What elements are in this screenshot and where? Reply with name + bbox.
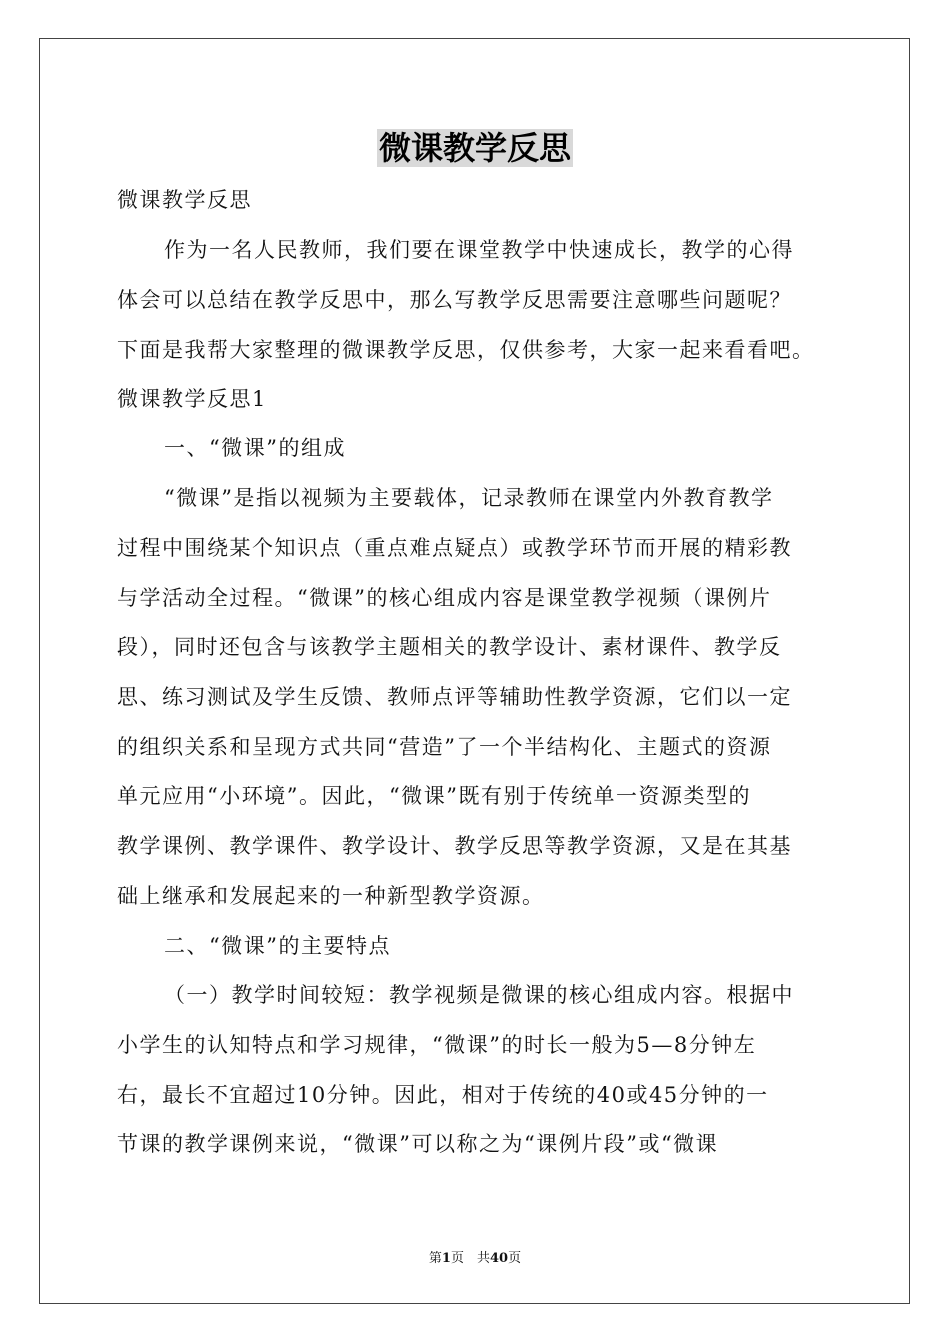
section-heading: 微课教学反思1	[117, 387, 267, 411]
paragraph-line: 下面是我帮大家整理的微课教学反思，仅供参考，大家一起来看看吧。	[117, 338, 815, 362]
section-heading: 一、“微课”的组成	[164, 436, 346, 460]
subtitle-line: 微课教学反思	[117, 188, 252, 212]
page-border	[39, 38, 910, 1304]
paragraph-line: 作为一名人民教师，我们要在课堂教学中快速成长，教学的心得	[164, 238, 794, 262]
paragraph-line: 与学活动全过程。“微课”的核心组成内容是课堂教学视频（课例片	[117, 586, 772, 610]
paragraph-line: 思、练习测试及学生反馈、教师点评等辅助性教学资源，它们以一定	[117, 685, 792, 709]
footer-prefix: 第	[428, 1251, 442, 1266]
paragraph-line: （一）教学时间较短：教学视频是微课的核心组成内容。根据中	[164, 983, 794, 1007]
footer-suffix: 页	[508, 1251, 522, 1266]
paragraph-line: 段），同时还包含与该教学主题相关的教学设计、素材课件、教学反	[117, 635, 782, 659]
paragraph-line: 教学课例、教学课件、教学设计、教学反思等教学资源，又是在其基	[117, 834, 792, 858]
paragraph-line: 过程中围绕某个知识点（重点难点疑点）或教学环节而开展的精彩教	[117, 536, 792, 560]
paragraph-line: 的组织关系和呈现方式共同“营造”了一个半结构化、主题式的资源	[117, 735, 772, 759]
page-footer	[0, 1247, 950, 1266]
document-title: 微课教学反思	[378, 129, 571, 167]
footer-page-number: 1	[441, 1251, 451, 1266]
paragraph-line: 础上继承和发展起来的一种新型教学资源。	[117, 884, 545, 908]
paragraph-line: 右，最长不宜超过10分钟。因此，相对于传统的40或45分钟的一	[117, 1083, 769, 1107]
footer-middle: 页 共	[450, 1251, 490, 1266]
footer-total-pages: 40	[489, 1251, 509, 1266]
paragraph-line: 节课的教学课例来说，“微课”可以称之为“课例片段”或“微课	[117, 1132, 719, 1156]
section-heading: 二、“微课”的主要特点	[164, 934, 391, 958]
paragraph-line: 单元应用“小环境”。因此，“微课”既有别于传统单一资源类型的	[117, 784, 751, 808]
paragraph-line: 体会可以总结在教学反思中，那么写教学反思需要注意哪些问题呢？	[117, 288, 792, 312]
paragraph-line: 小学生的认知特点和学习规律，“微课”的时长一般为5—8分钟左	[117, 1033, 757, 1057]
paragraph-line: “微课”是指以视频为主要载体，记录教师在课堂内外教育教学	[164, 486, 774, 510]
